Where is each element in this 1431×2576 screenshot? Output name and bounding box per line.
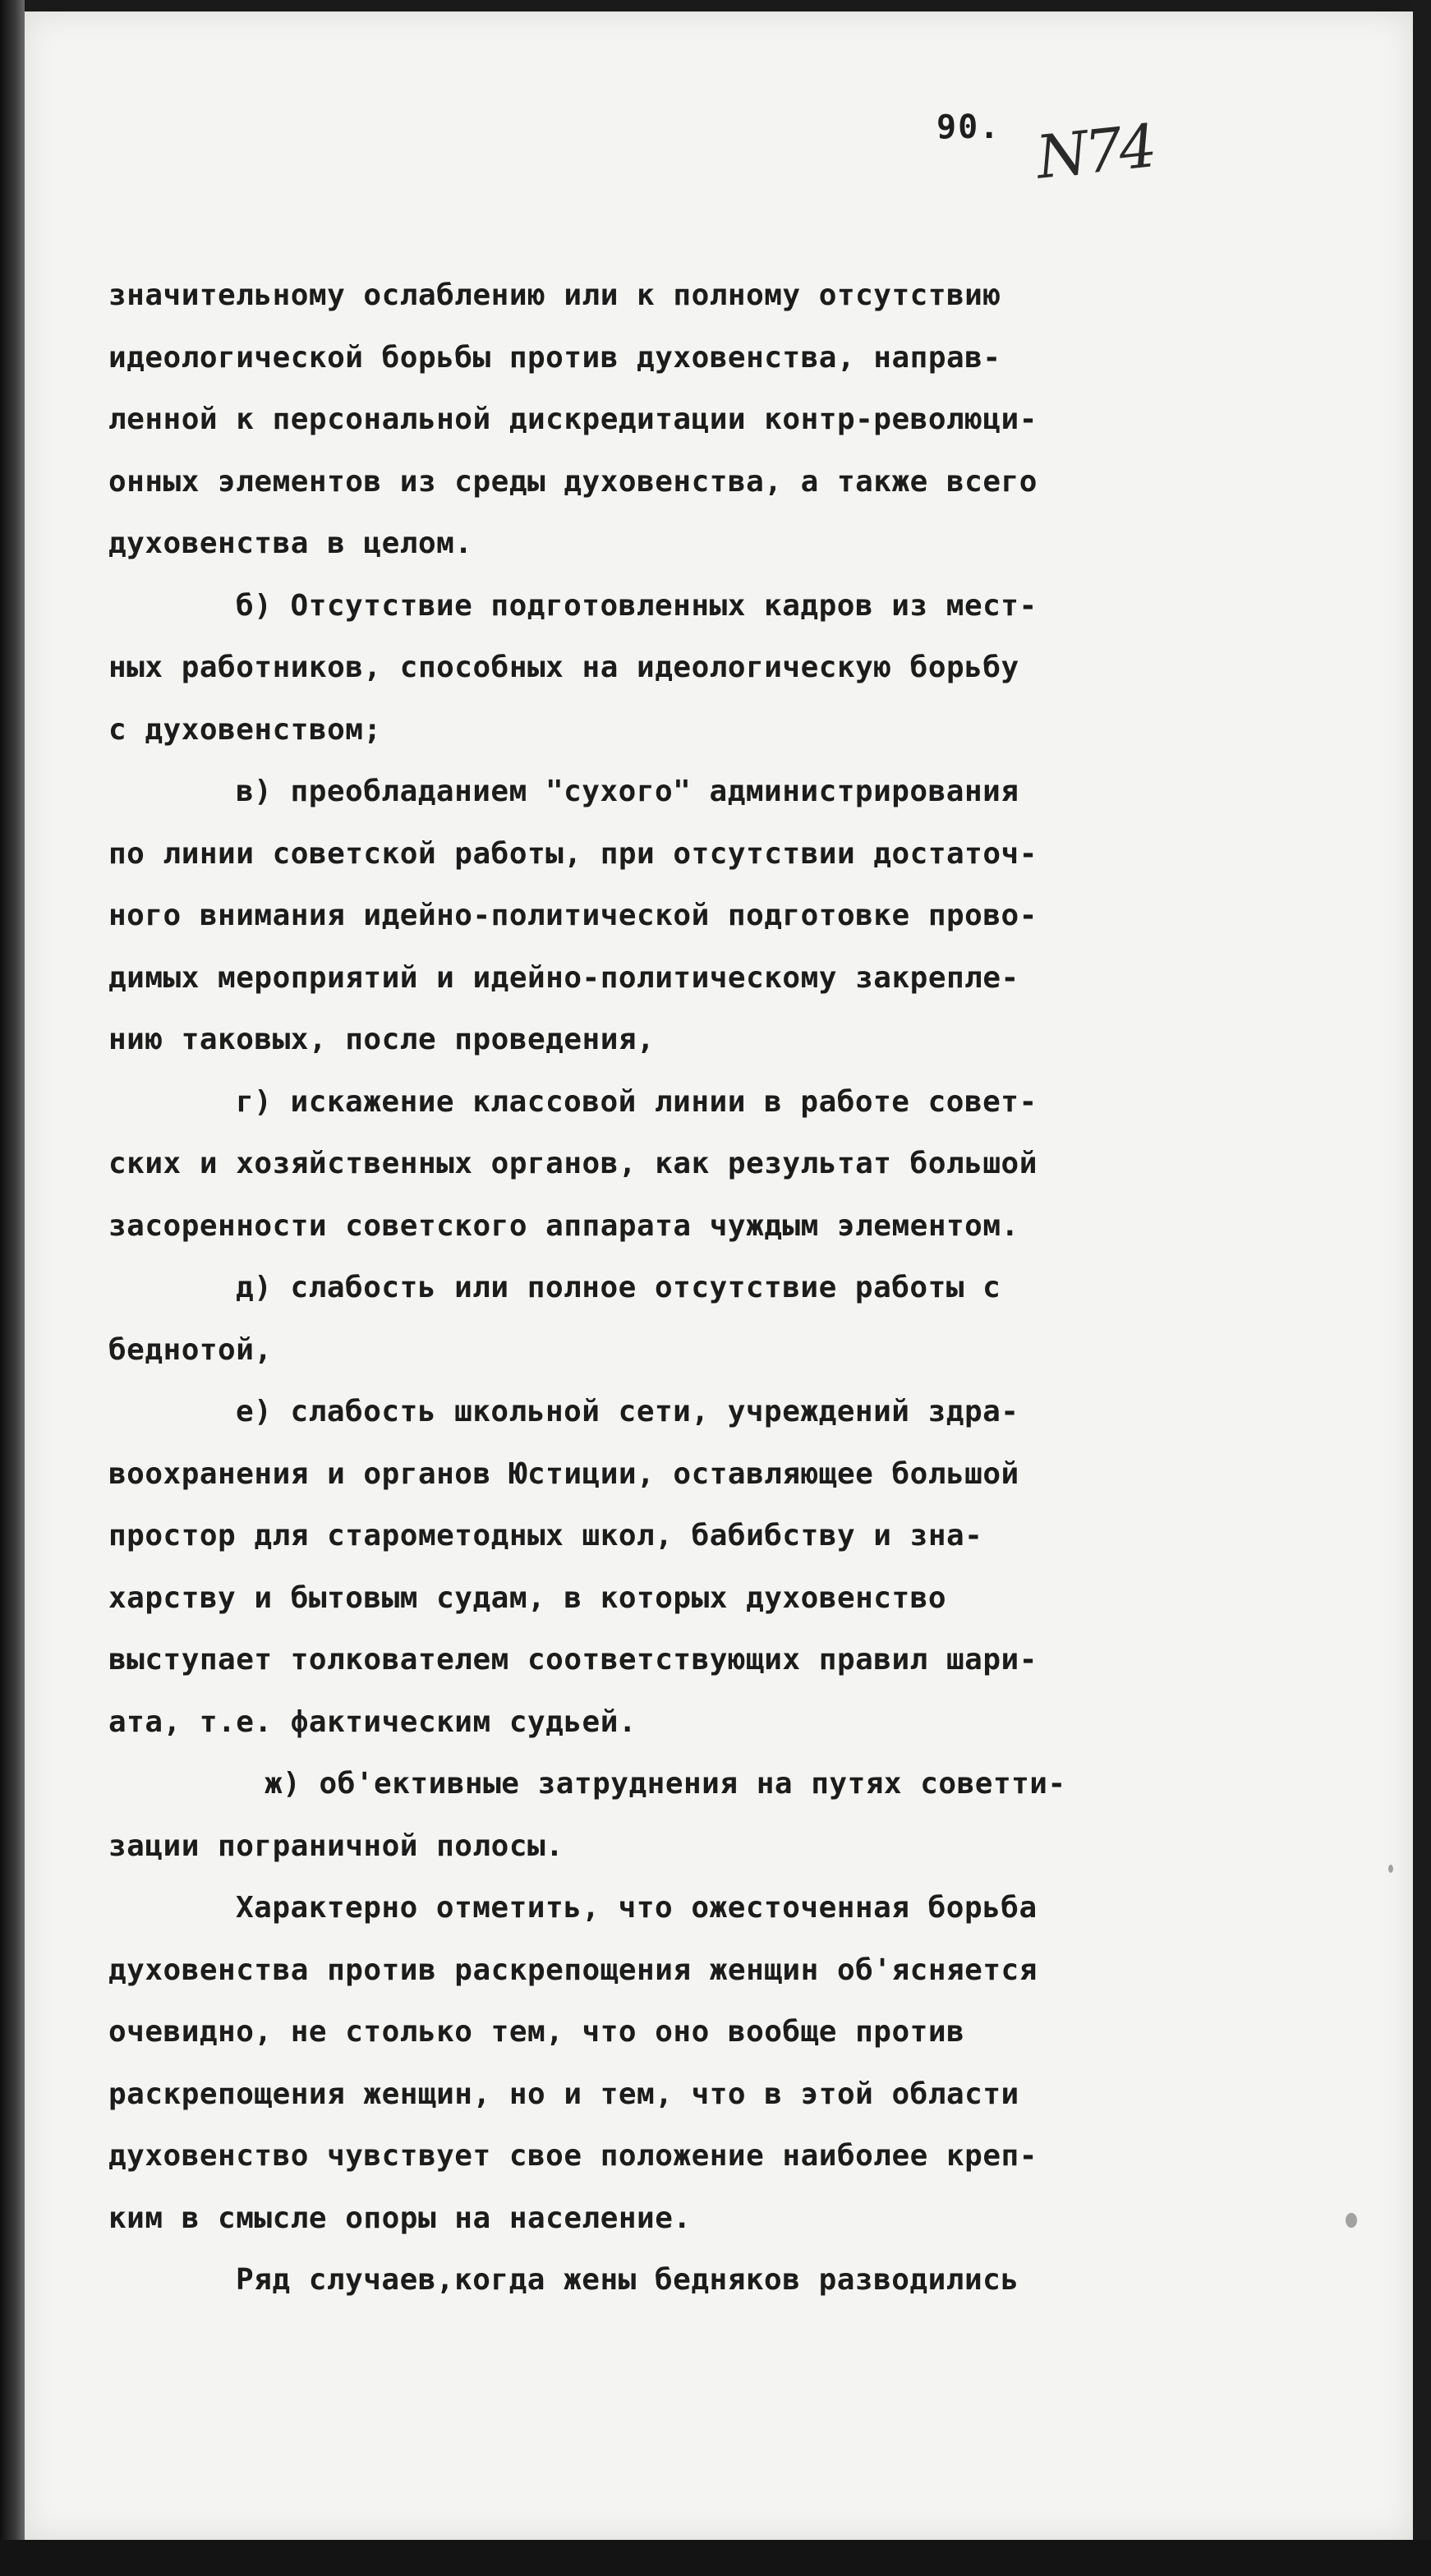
text-line: д) слабость или полное отсутствие работы с <box>236 1271 1001 1304</box>
text-line: духовенства против раскрепощения женщин об'ясняется <box>108 1953 1038 1987</box>
text-line: духовенство чувствует свое положение наиболее креп- <box>108 2139 1038 2173</box>
text-line: с духовенством; <box>108 712 382 747</box>
text-line: ских и хозяйственных органов, как результат большой <box>108 1147 1038 1180</box>
page-number: 90. <box>936 108 1001 146</box>
text-line: нию таковых, после проведения, <box>108 1023 656 1056</box>
text-line: идеологической борьбы против духовенства, направ- <box>108 340 1001 375</box>
text-line: ким в смысле опоры на население. <box>108 2201 692 2235</box>
text-line: онных элементов из среды духовенства, а также всего <box>108 464 1038 499</box>
text-line: ных работников, способных на идеологическую борьбу <box>108 651 1019 684</box>
text-line: в) преобладанием "сухого" администрирования <box>236 775 1019 808</box>
handwritten-archive-number: N74 <box>1033 111 1157 192</box>
text-line: по линии советской работы, при отсутствии достаточ- <box>108 836 1038 871</box>
text-line: Ряд случаев,когда жены бедняков разводились <box>236 2263 1019 2297</box>
text-line: засоренности советского аппарата чуждым элементом. <box>108 1208 1019 1243</box>
text-line: духовенства в целом. <box>108 527 473 560</box>
text-line: раскрепощения женщин, но и тем, что в этой области <box>108 2077 1019 2111</box>
text-line: е) слабость школьной сети, учреждений здра- <box>236 1395 1019 1428</box>
text-line: ного внимания идейно-политической подготовке прово- <box>108 899 1038 932</box>
text-line: выступает толкователем соответствующих правил шари- <box>108 1643 1038 1677</box>
scan-right-edge <box>1413 0 1431 2576</box>
text-line: г) искажение классовой линии в работе совет- <box>236 1084 1038 1119</box>
text-line: зации пограничной полосы. <box>108 1828 564 1863</box>
scan-speck <box>1346 2213 1357 2228</box>
text-line: ленной к персональной дискредитации контр-революци- <box>108 402 1038 436</box>
scan-speck <box>1388 1865 1393 1873</box>
text-line: значительному ослаблению или к полному отсутствию <box>108 278 1001 312</box>
scan-left-edge <box>0 0 25 2576</box>
typewritten-body <box>108 264 1201 2312</box>
text-line: ата, т.е. фактическим судьей. <box>108 1704 637 1739</box>
text-line: очевидно, не столько тем, что оно вообще против <box>108 2015 965 2049</box>
text-line: харству и бытовым судам, в которых духовенство <box>108 1580 946 1615</box>
scan-bottom-edge <box>0 2540 1431 2576</box>
text-line: Характерно отметить, что ожесточенная борьба <box>236 1891 1038 1925</box>
text-line: димых мероприятий и идейно-политическому закрепле- <box>108 960 1019 995</box>
text-line: б) Отсутствие подготовленных кадров из мест- <box>236 588 1038 623</box>
text-line: ж) об'ективные затруднения на путях советти- <box>265 1767 1066 1801</box>
text-line: воохранения и органов Юстиции, оставляющее большой <box>108 1456 1019 1491</box>
text-line: беднотой, <box>108 1332 273 1367</box>
text-line: простор для старометодных школ, бабибству и зна- <box>108 1519 983 1552</box>
